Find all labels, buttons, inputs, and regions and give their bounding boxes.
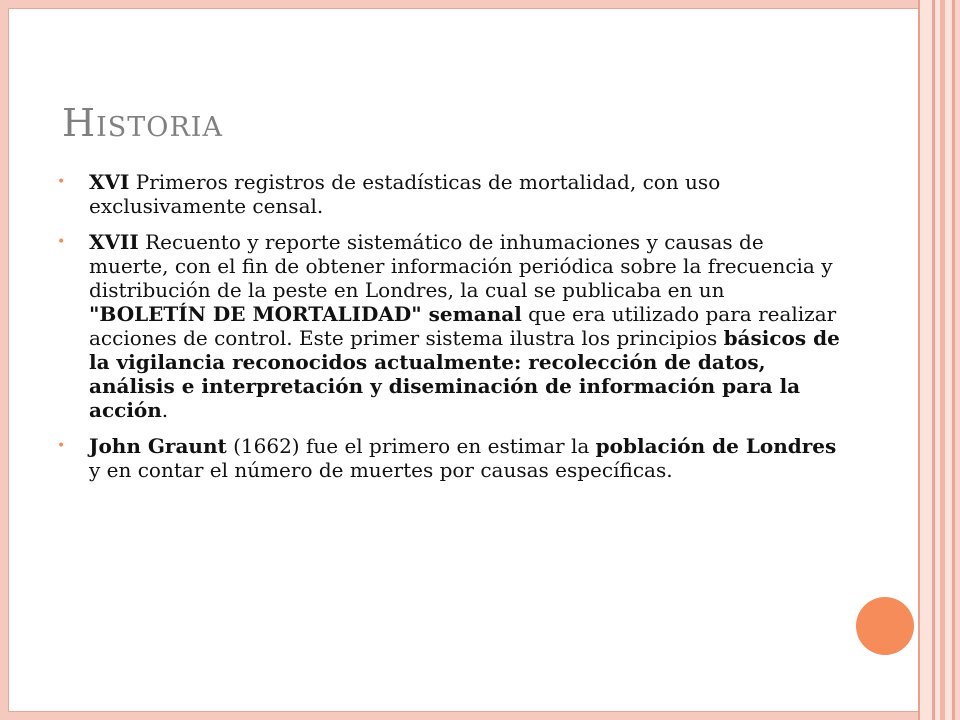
stripe <box>945 0 952 720</box>
bullet-list <box>56 170 846 494</box>
text: y en contar el número de muertes por causas específicas. <box>89 458 673 482</box>
bold-text: población de Londres <box>595 434 837 458</box>
frame-left-border <box>0 0 8 720</box>
bold-text: XVII <box>89 230 139 254</box>
stripe <box>920 0 932 720</box>
bullet-icon: • <box>57 234 66 250</box>
frame-top-border <box>0 0 918 8</box>
slide-title: Historia <box>62 101 223 145</box>
frame-bottom-border <box>0 712 918 720</box>
text: que era utilizado para realizar acciones de control. Este primer sistema ilustra los principios <box>89 302 837 350</box>
decorative-circle <box>856 597 914 655</box>
text: Recuento y reporte sistemático de inhumaciones y causas de muerte, con el fin de obtener información periódica sobre la frecuencia y distribución de la peste en Londres, la cual se publicaba en un <box>89 230 833 302</box>
bold-text: XVI <box>89 170 130 194</box>
frame-top-line <box>8 8 918 9</box>
bullet-item <box>56 230 846 422</box>
bold-text: John Graunt <box>89 434 227 458</box>
decorative-stripes <box>918 0 960 720</box>
bullet-icon: • <box>57 174 66 190</box>
frame-bottom-line <box>8 711 918 712</box>
bullet-item <box>56 434 846 482</box>
text: (1662) fue el primero en estimar la <box>226 434 596 458</box>
bold-text: "BOLETÍN DE MORTALIDAD" semanal <box>89 302 522 326</box>
bullet-icon: • <box>57 438 66 454</box>
bullet-item <box>56 170 846 218</box>
text: Primeros registros de estadísticas de mortalidad, con uso exclusivamente censal. <box>89 170 721 218</box>
frame-left-line <box>8 8 9 712</box>
stripe <box>955 0 960 720</box>
text: . <box>161 398 169 422</box>
bold-text: básicos de la vigilancia reconocidos actualmente: recolección de datos, análisis e interpretación y diseminación de información para la acción <box>89 326 840 422</box>
